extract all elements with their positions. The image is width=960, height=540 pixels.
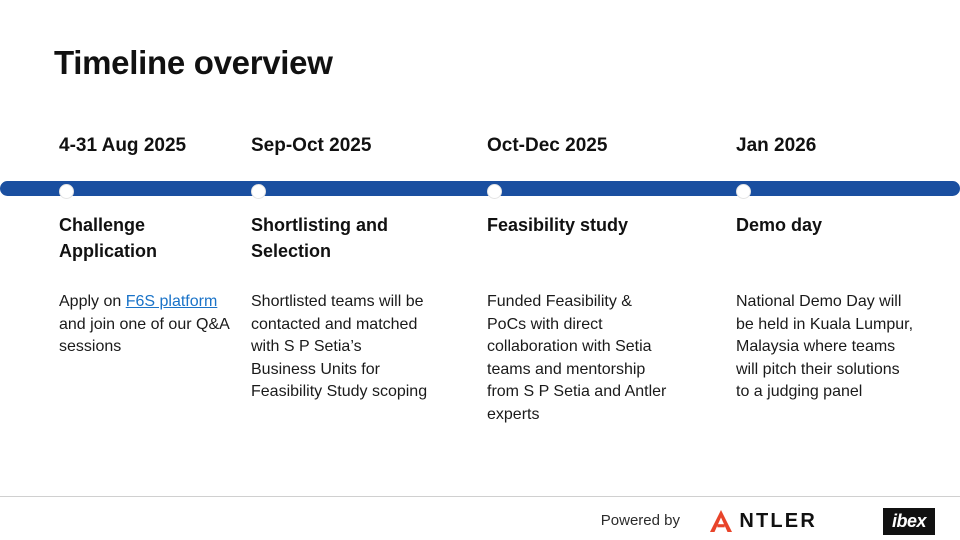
timeline-heading-1: Challenge Application xyxy=(59,215,157,261)
timeline-date-4: Jan 2026 xyxy=(736,135,817,156)
timeline-milestone-dot-2 xyxy=(251,184,266,199)
timeline-body-1 xyxy=(59,291,237,359)
f6s-platform-link[interactable]: F6S platform xyxy=(125,293,218,310)
timeline-milestone-dot-3 xyxy=(487,184,502,199)
ibex-logo: ibex xyxy=(883,508,935,535)
powered-by-label: Powered by xyxy=(600,512,680,529)
page-title: Timeline overview xyxy=(54,44,333,81)
timeline-body-3: Funded Feasibility & PoCs with direct collaboration with Setia teams and mentorship from S P Setia and Antler experts xyxy=(487,293,667,423)
timeline-column-4 xyxy=(736,134,936,400)
antler-wordmark: NTLER xyxy=(739,509,817,532)
timeline-columns xyxy=(0,134,960,474)
timeline-milestone-dot-1 xyxy=(59,184,74,199)
antler-a-icon xyxy=(708,508,734,534)
timeline-heading-3: Feasibility study xyxy=(487,215,629,235)
timeline-heading-4: Demo day xyxy=(736,215,823,235)
timeline-body-4: National Demo Day will be held in Kuala Lumpur, Malaysia where teams will pitch their solutions to a judging panel xyxy=(736,293,914,400)
timeline-column-2 xyxy=(251,134,451,400)
timeline-body-2: Shortlisted teams will be contacted and matched with S P Setia’s Business Units for Feasibility Study scoping xyxy=(251,293,428,400)
timeline-body-1-post: and join one of our Q&A sessions xyxy=(59,315,229,355)
antler-logo xyxy=(708,508,817,534)
timeline-column-1 xyxy=(59,134,259,355)
timeline-column-3 xyxy=(487,134,687,423)
timeline-milestone-dot-4 xyxy=(736,184,751,199)
footer-divider xyxy=(0,496,960,497)
timeline-date-3: Oct-Dec 2025 xyxy=(487,135,608,156)
timeline-heading-2: Shortlisting and Selection xyxy=(251,215,388,261)
timeline-body-1-pre: Apply on xyxy=(59,293,126,310)
timeline-date-1: 4-31 Aug 2025 xyxy=(59,135,187,156)
timeline-date-2: Sep-Oct 2025 xyxy=(251,135,372,156)
